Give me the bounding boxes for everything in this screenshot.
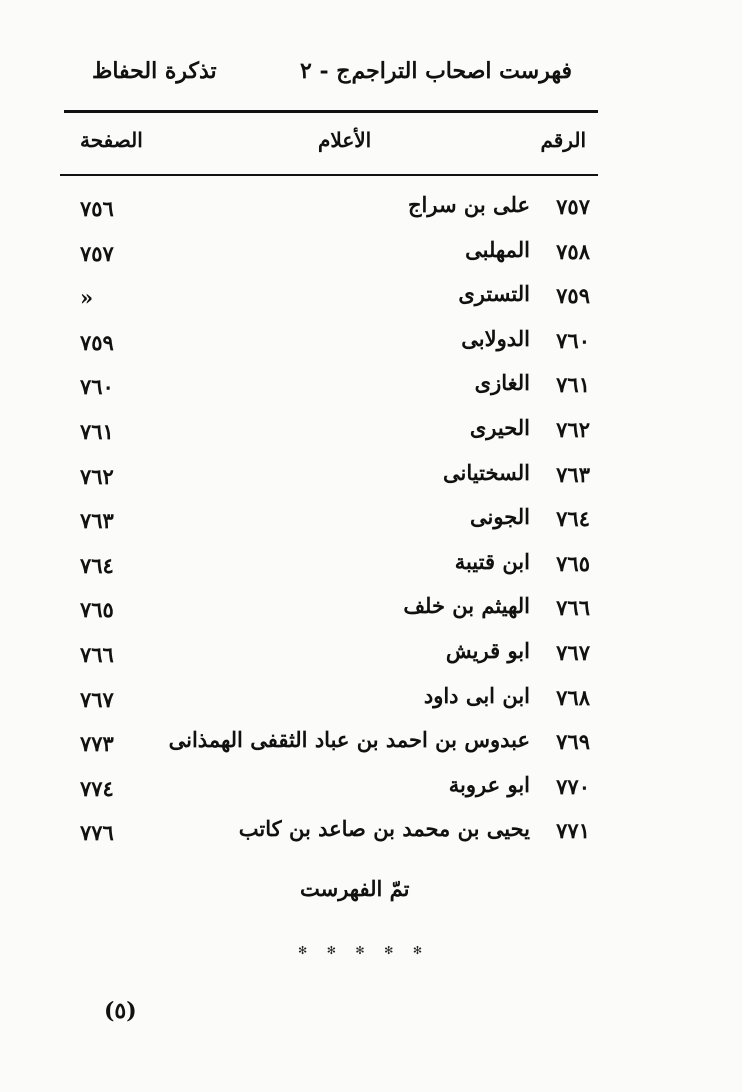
entry-name: يحيى بن محمد بن صاعد بن كاتب bbox=[238, 816, 530, 842]
entry-name: ابن ابى داود bbox=[423, 682, 530, 708]
entry-name: ابو قريش bbox=[445, 637, 530, 663]
entry-number: ٧٧٠ bbox=[556, 773, 590, 799]
entry-number: ٧٥٨ bbox=[556, 238, 590, 264]
entry-name: الدولابى bbox=[461, 325, 530, 351]
list-item bbox=[0, 725, 742, 770]
entry-number: ٧٦٤ bbox=[556, 506, 590, 532]
entry-number: ٧٦٧ bbox=[556, 639, 590, 665]
header-rule bbox=[64, 110, 598, 113]
entry-name: الحيرى bbox=[469, 414, 530, 440]
entry-number: ٧٦٩ bbox=[556, 729, 590, 755]
entry-page: ٧٥٩ bbox=[80, 329, 114, 355]
entry-number: ٧٦٠ bbox=[556, 327, 590, 353]
entry-page: ٧٦٥ bbox=[80, 597, 114, 623]
entry-page: ٧٦٣ bbox=[80, 508, 114, 534]
entry-name: السختيانى bbox=[443, 459, 530, 485]
list-item bbox=[0, 502, 742, 547]
list-item bbox=[0, 190, 742, 235]
volume-label: ج - ٢ bbox=[300, 58, 351, 84]
entry-page: ٧٧٤ bbox=[80, 775, 114, 801]
entry-name: على بن سراج bbox=[407, 192, 530, 217]
entry-page: ٧٦٠ bbox=[80, 374, 114, 400]
list-item bbox=[0, 814, 742, 859]
entry-number: ٧٥٩ bbox=[556, 283, 590, 309]
entry-number: ٧٦٥ bbox=[556, 550, 590, 576]
entry-number: ٧٧١ bbox=[556, 818, 590, 844]
entry-page: ٧٧٣ bbox=[80, 731, 114, 757]
entry-page: ٧٦١ bbox=[80, 418, 114, 444]
index-title: فهرست اصحاب التراجم bbox=[351, 58, 572, 84]
list-item bbox=[0, 547, 742, 592]
list-item bbox=[0, 324, 742, 369]
entry-number: ٧٦٢ bbox=[556, 416, 590, 442]
entry-name: الجونى bbox=[470, 504, 530, 530]
entry-number: ٧٥٧ bbox=[556, 194, 590, 219]
entry-page: ٧٦٧ bbox=[80, 686, 114, 712]
entry-page: ٧٦٢ bbox=[80, 463, 114, 489]
column-header-rule bbox=[60, 174, 598, 176]
running-header bbox=[0, 58, 742, 98]
entry-name: المهلبى bbox=[465, 236, 530, 262]
list-item bbox=[0, 636, 742, 681]
entry-name: الغازى bbox=[474, 370, 530, 396]
entry-page: ٧٥٦ bbox=[80, 196, 114, 221]
entry-name: التسترى bbox=[458, 281, 530, 307]
book-title: تذكرة الحفاظ bbox=[92, 58, 217, 84]
entry-number: ٧٦١ bbox=[556, 372, 590, 398]
entry-page: ٧٦٤ bbox=[80, 552, 114, 578]
list-item bbox=[0, 770, 742, 815]
entry-page: « bbox=[80, 285, 94, 311]
column-header-page: الصفحة bbox=[80, 128, 143, 152]
entry-page: ٧٧٦ bbox=[80, 820, 114, 846]
list-item bbox=[0, 279, 742, 324]
asterism-ornament: ✻ ✻ ✻ ✻ ✻ bbox=[298, 944, 431, 957]
entry-number: ٧٦٨ bbox=[556, 684, 590, 710]
list-item bbox=[0, 413, 742, 458]
column-header-number: الرقم bbox=[540, 128, 586, 152]
entry-page: ٧٥٧ bbox=[80, 240, 114, 266]
index-list bbox=[0, 190, 742, 859]
list-item bbox=[0, 458, 742, 503]
column-headers bbox=[0, 128, 742, 162]
entry-page: ٧٦٦ bbox=[80, 641, 114, 667]
entry-name: عبدوس بن احمد بن عباد الثقفى الهمذانى bbox=[168, 727, 530, 753]
page-number: (٥) bbox=[104, 998, 137, 1024]
entry-name: الهيثم بن خلف bbox=[403, 593, 530, 619]
list-item bbox=[0, 681, 742, 726]
list-item bbox=[0, 235, 742, 280]
end-of-index-note: تمّ الفهرست bbox=[300, 876, 410, 901]
column-header-name: الأعلام bbox=[318, 128, 372, 152]
entry-name: ابو عروبة bbox=[448, 771, 530, 797]
list-item bbox=[0, 368, 742, 413]
list-item bbox=[0, 591, 742, 636]
entry-name: ابن قتيبة bbox=[454, 548, 530, 574]
entry-number: ٧٦٣ bbox=[556, 461, 590, 487]
entry-number: ٧٦٦ bbox=[556, 595, 590, 621]
